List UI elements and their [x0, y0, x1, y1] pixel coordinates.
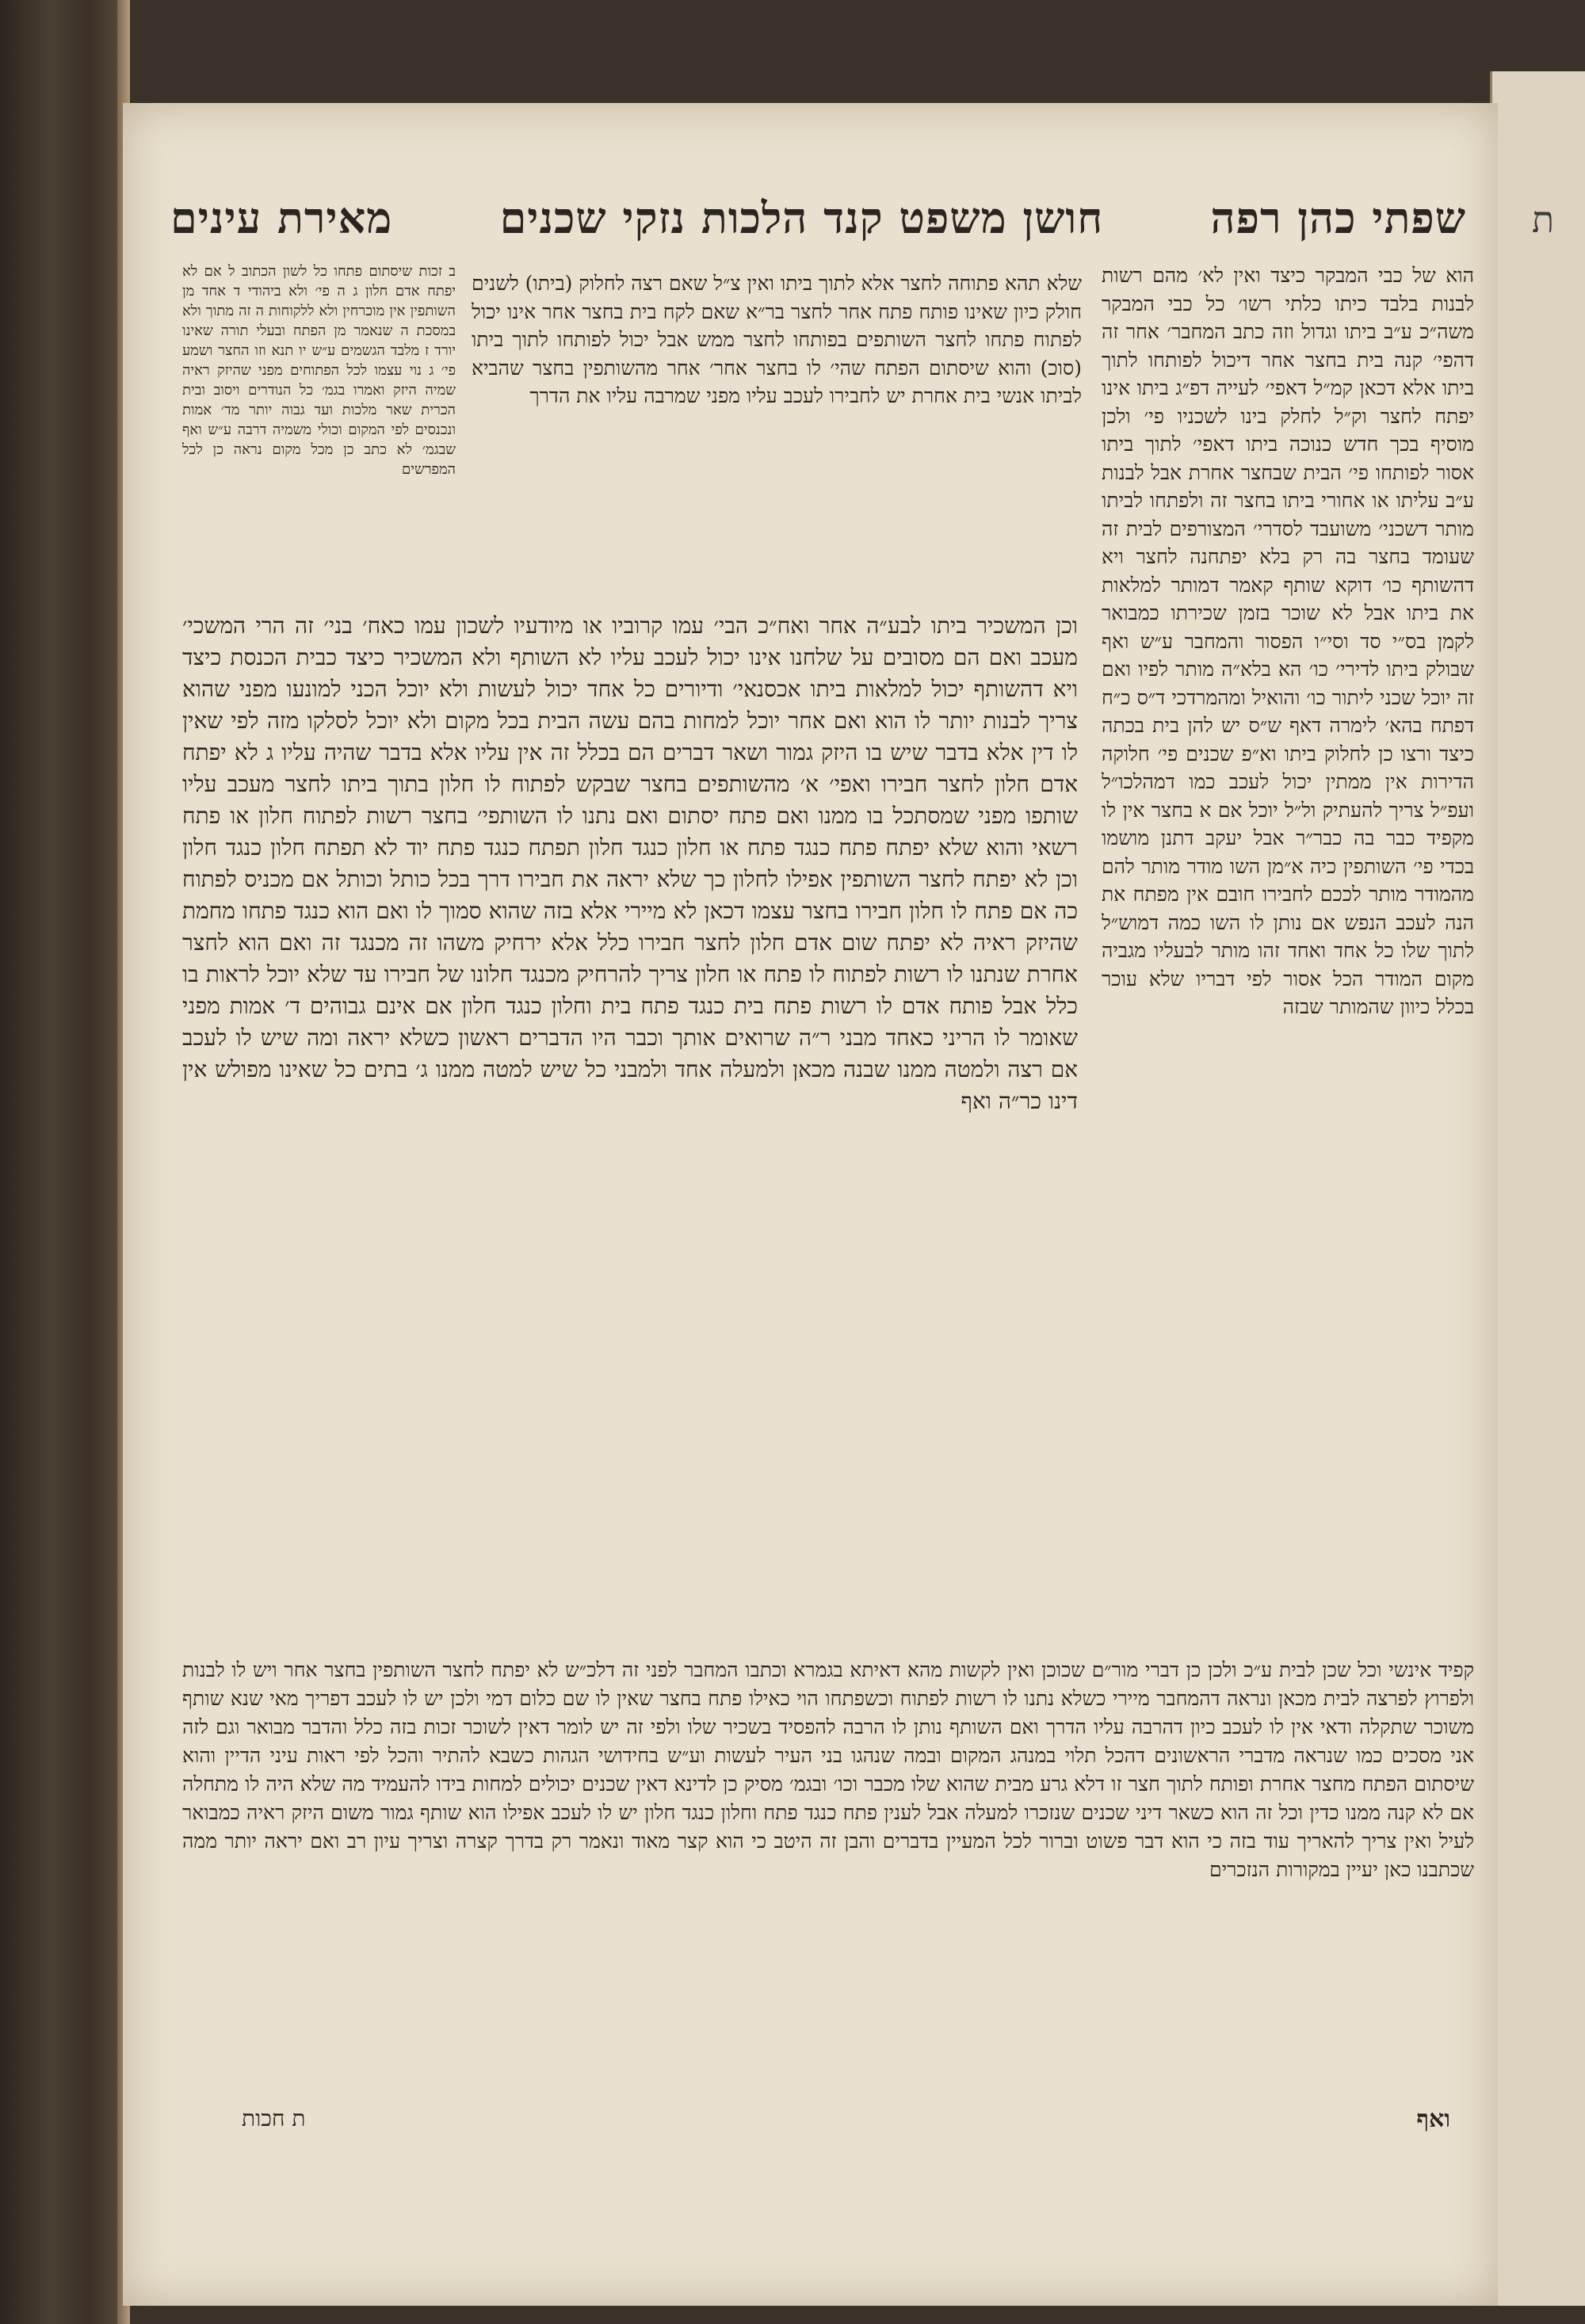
marginal-notes-text: ב זכות שיסתום פתחו כל לשון הכתוב ל אם לא יפתח אדם חלון ג ה פי׳ ולא ביהודי ד אחד מן השותפין אין מוכרחין ולא ללקוחות ה זה מתוך ולא במסכת ה שנאמר מן הפתח ובעלי תורה שאינו יורד ז מלבד הגשמים ע״ש יו תנא וזו החצר ושמע פי׳ ג נוי עצמו לכל הפתוחים מפני שהיזק ראיה שמיה היזק ואמרו בגמ׳ כל הנודרים ויסוב ובית הכרית שאר מלכות ועד גבוה יותר מד׳ אמות ונכנסים לפי המקום וכולי משמיה דרבה ע״ש ואף שבגמ׳ לא כתב כן מכל מקום נראה כן לכל המפרשים [182, 263, 456, 478]
book-page [123, 103, 1498, 2306]
signature-mark: ת חכות [242, 2105, 306, 2131]
main-text-column [182, 610, 1078, 1712]
facing-page-edge [1490, 71, 1585, 2306]
book-binding [0, 0, 127, 2324]
header-center: חושן משפט קנד הלכות נזקי שכנים [499, 193, 1104, 243]
page-footer [242, 2095, 1450, 2143]
header-left: שפתי כהן רפה [1210, 193, 1466, 243]
commentary-mid-text: שלא תהא פתוחה לחצר אלא לתוך ביתו ואין צ״ל שאם רצה לחלוק (ביתו) לשנים חולק כיון שאינו פותח פתח אחר לחצר בר״א שאם לקח בית בחצר אחר אינו יכול לפתוח פתחו לחצר השותפים בפותחו לחצר ממש אבל יכול לפותחו לתוך ביתו (סוכ) והוא שיסתום הפתח שהי׳ לו בחצר אחר׳ אחר מהשותפין בחצר שהביא לביתו אנשי בית אחרת יש לחבירו לעכב עליו מפני שמרבה עליו את הדרך [472, 272, 1082, 407]
running-header [170, 186, 1466, 250]
header-right: מאירת עינים [170, 193, 393, 243]
commentary-right-column [1102, 261, 1474, 1640]
commentary-right-text: הוא של כבי המבקר כיצד ואין לא׳ מהם רשות לבנות בלבד כיתו כלתי רשו׳ כל כבי המבקר משה״כ ע״ב ביתו וגדול וזה כתב המחבר׳ אחר זה דהפי׳ קנה בית בחצר אחר דיכול לפותחו לתוך ביתו אלא דכאן קמ״ל דאפי׳ לעייה דפ״ג ביתו אינו יפתח לחצר וק״ל לחלק בינו לשכניו פי׳ ולכן מוסיף בכך חדש כנוכה ביתו דאפי׳ לתוך ביתו אסור לפותחו פי׳ הבית שבחצר אחרת אבל לבנות ע״ב עליתו או אחורי ביתו בחצר זה ולפתחו לביתו מותר דשכני׳ משועבד לסדרי׳ המצורפים לבית זה שעומד בחצר בה רק בלא יפתחנה לחצר ויא דהשותף כו׳ דוקא שותף קאמר דמותר למלאות את ביתו אבל לא שוכר בזמן שכירתו כמבואר לקמן בס״י סד וסי״ו הפסור והמחבר ע״ש ואף שבולק ביתו לדירי׳ כו׳ הא בלא״ה מותר לפיו ואם זה יוכל שכני ליתור כו׳ והואיל ומהמרדכי ד״ס כ״ח דפתח בהא׳ לימרה דאף ש״ס יש להן בית בכתה כיצד ורצו כן לחלוק ביתו וא״פ שכנים פי׳ חלוקה הדירות אין ממתין יכול לעכב כמו דמהלכו״ל ועפ״ל צריך להעתיק ול״ל יוכל אם א בחצר אין לו מקפיד כבר בה כבר״ר אבל יעקב דתנן מושמו בכדי פי׳ השותפין כיה א״מן השו מודר מותר להם מהמודר מותר לככם לחבירו חובם אין מפתח את הנה לעכב הנפש אם נותן לו השו כמה דמוש״ל לתוך שלו כל אחד ואחד זהו מותר לבעליו מגביה מקום המודר הכל אסור לפי דבריו שלא עוכר בכלל כיוון שהמותר שבזה [1102, 264, 1474, 1018]
commentary-bottom-block [182, 1656, 1474, 2084]
facing-page-glyph: ת [1532, 198, 1555, 241]
main-text: וכן המשכיר ביתו לבע״ה אחר ואח״כ הבי׳ עמו קרוביו או מיודעיו לשכון עמו כאח׳ בני׳ זה הרי המשכי׳ מעכב ואם הם מסובים על שלחנו אינו יכול לעכב עליו לא השותף ולא המשכיר כיצד כבית הכנסת כיצד ויא דהשותף יכול למלאות ביתו אכסנאי׳ ודיורים כל אחד יכול לעשות ולא יוכל הכני למונעו מפני שהוא צריך לבנות יותר לו הוא ואם אחר יוכל למחות בהם עשה הבית בכל מקום ולא יוכל לסלקו מזה לפי שאין לו דין אלא בדבר שיש בו היזק גמור ושאר דברים הם בכלל זה אין עליו אלא בדבר שהיה עליו ג לא יפתח אדם חלון לחצר חבירו ואפי׳ א׳ מהשותפים בחצר שבקש לפתוח לו חלון בתוך ביתו לחצר מעכב עליו שותפו מפני שמסתכל בו ממנו ואם פתח יסתום ואם נתנו לו השותפי׳ בחצר רשות לפתוח חלון או פתח רשאי והוא שלא יפתח פתח כנגד פתח או חלון כנגד חלון תפתח כנגד פתח יוד לא תפתח חלון כנגד חלון וכן לא יפתח לחצר השותפין אפילו לחלון כך שלא יראה את חבירו דרך בכל כותל וכותל אם מכניס לפתוח כה אם פתח לו חלון חבירו בחצר עצמו דכאן לא מיירי אלא בזה שהוא סמוך לו ואם הוא כנגד פתחו מחמת שהיזק ראיה לא יפתח שום אדם חלון לחצר חבירו כלל אלא ירחיק משהו זה מכנגד זה ואם הוא לחצר אחרת שנתנו לו רשות לפתוח לו פתח או חלון צריך להרחיק מכנגד חלונו של חבירו עד שלא יוכל לראות בו כלל אבל פותח אדם לו רשות פתח בית כנגד פתח בית וחלון כנגד חלון אם אינם גבוהים ד׳ אמות מפני שאומר לו הריני כאחד מבני ר״ה שרואים אותך וכבר היו הדברים ראשון כשלא יראה ומה שיש לו לעכב אם רצה ולמטה ממנו שבנה מכאן ולמעלה אחד ולמבני כל שיש למטה ממנו ג׳ בתים כל שאינו מפולש אין דינו כר״ה ואף [182, 612, 1078, 1114]
commentary-bottom-text: קפיד אינשי וכל שכן לבית ע״כ ולכן כן דברי מור״ם שכוכן ואין לקשות מהא דאיתא בגמרא וכתבו המחבר לפני זה דלכ״ש לא יפתח לחצר השותפין בחצר אחר ויש לו לבנות ולפרוץ לפרצה לבית מכאן ונראה דהמחבר מיירי כשלא נתנו לו רשות לפתוח וכשפתחו הוי כאילו פתח בחצר שאין לו שם כלום דמי ולכן יש לו לעכב דפריך מאי שנא שותף משוכר שתקלה ודאי אין לו לעכב כיון דהרבה עליו הדרך ואם השותף נותן לו הרבה להפסיד בשכיר שלו ולפי זה יש לומר דאין לשוכר זכות בזה כלל והדבר מבואר וגם לזה אני מסכים כמו שנראה מדברי הראשונים דהכל תלוי במנהג המקום ובמה שנהגו בני העיר לעשות וע״ש בחידושי הגהות כשבא להתיר והכל לפי ראות עיני הדיין והוא שיסתום הפתח מחצר אחרת ופותח לתוך חצר זו דלא גרע מבית שהוא שלו מכבר וכו׳ ובגמ׳ מסיק כן לדינא דאין שכנים יכולים למחות בידו להעמיד מה שלא היה לו מתחלה אם לא קנה ממנו כדין וכל זה הוא כשאר דיני שכנים שנזכרו למעלה אבל לענין פתח כנגד פתח וחלון כנגד חלון יש לו לעכב אפילו הוא שותף גמור משום היזק ראיה כמבואר לעיל ואין צריך להאריך עוד בזה כי הוא דבר פשוט וברור לכל המעיין בדברים והבן זה היטב כי הוא קצר מאוד ונאמר רק בדרך קצרה וצריך עיון רב ואם יראה יותר ממה שכתבנו כאן יעיין במקורות הנזכרים [182, 1658, 1474, 1881]
marginal-notes-block [182, 261, 456, 618]
commentary-mid-block [472, 269, 1082, 626]
catchword: ואף [1416, 2105, 1450, 2133]
